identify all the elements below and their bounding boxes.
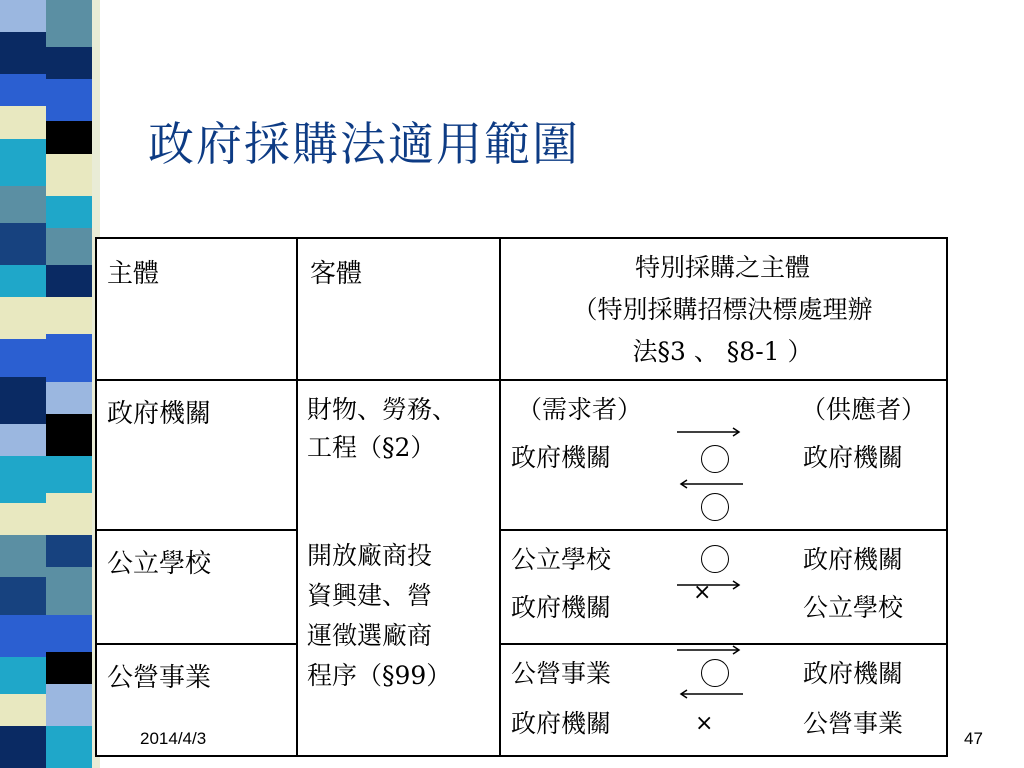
strip-block — [46, 615, 92, 652]
object-line5: 運徵選廠商 — [307, 621, 433, 650]
strip-block — [0, 535, 46, 577]
row1-left-org: 政府機關 — [511, 443, 612, 472]
row2-left-org-1: 公立學校 — [511, 545, 612, 574]
row-divider — [97, 379, 946, 381]
strip-block — [0, 726, 46, 768]
row3-left-org-2: 政府機關 — [511, 709, 612, 738]
strip-block — [46, 567, 92, 614]
object-line3: 開放廠商投 — [307, 541, 433, 570]
arrow-left-icon — [677, 689, 743, 699]
strip-block — [46, 228, 92, 265]
strip-block — [46, 297, 92, 334]
circle-mark-icon — [701, 493, 729, 521]
strip-block — [0, 456, 46, 503]
page-number: 47 — [964, 729, 983, 748]
row-divider — [499, 529, 946, 531]
scope-table — [95, 237, 948, 757]
strip-block — [46, 684, 92, 726]
arrow-right-icon — [677, 645, 743, 655]
decorative-strip — [0, 0, 92, 768]
row2-right-org-2: 公立學校 — [803, 593, 904, 622]
strip-block — [46, 493, 92, 535]
row3-right-org-1: 政府機關 — [803, 659, 904, 688]
row-divider — [97, 643, 296, 645]
row-divider — [97, 529, 296, 531]
strip-block — [0, 106, 46, 138]
subject-row1: 政府機關 — [107, 399, 212, 429]
strip-block — [0, 615, 46, 657]
subject-row2: 公立學校 — [107, 549, 212, 579]
object-line2: 工程（§2） — [307, 433, 436, 462]
strip-block — [0, 297, 46, 339]
strip-block — [46, 265, 92, 297]
demand-label: （需求者） — [517, 395, 643, 424]
object-line6: 程序（§99） — [307, 661, 452, 690]
circle-mark-icon — [701, 445, 729, 473]
strip-block — [46, 121, 92, 153]
row3-left-org-1: 公營事業 — [511, 659, 612, 688]
strip-block — [46, 79, 92, 121]
strip-block — [0, 339, 46, 376]
circle-mark-icon — [701, 545, 729, 573]
strip-block — [46, 154, 92, 196]
strip-block — [0, 0, 46, 32]
row2-left-org-2: 政府機關 — [511, 593, 612, 622]
slide-title: 政府採購法適用範圍 — [148, 117, 580, 171]
column-divider — [296, 239, 298, 757]
strip-column-right — [46, 0, 92, 768]
strip-block — [0, 223, 46, 265]
strip-block — [0, 32, 46, 74]
strip-column-left — [0, 0, 46, 768]
strip-block — [46, 652, 92, 684]
header-special-line1: 特別採購之主體 — [634, 253, 810, 282]
row1-right-org: 政府機關 — [803, 443, 904, 472]
strip-block — [46, 47, 92, 79]
strip-block — [46, 0, 92, 47]
strip-block — [46, 456, 92, 493]
supply-label: （供應者） — [801, 395, 927, 424]
object-line1: 財物、勞務、 — [307, 395, 458, 424]
arrow-right-icon — [677, 427, 743, 437]
arrow-left-icon — [677, 479, 743, 489]
strip-block — [0, 139, 46, 186]
strip-block — [0, 74, 46, 106]
strip-block — [0, 694, 46, 726]
strip-block — [46, 726, 92, 768]
subject-row3: 公營事業 — [107, 663, 212, 693]
cross-mark-icon: × — [695, 711, 714, 736]
strip-block — [46, 334, 92, 381]
header-special-line2: （特別採購招標決標處理辦 — [572, 295, 873, 324]
strip-block — [0, 186, 46, 223]
strip-block — [46, 382, 92, 414]
strip-block — [0, 577, 46, 614]
strip-block — [46, 196, 92, 228]
object-line4: 資興建、營 — [307, 581, 433, 610]
row2-right-org-1: 政府機關 — [803, 545, 904, 574]
circle-mark-icon — [701, 659, 729, 687]
cross-mark-icon: × — [693, 580, 712, 605]
strip-block — [0, 503, 46, 535]
strip-block — [46, 414, 92, 456]
strip-block — [0, 424, 46, 456]
footer-date: 2014/4/3 — [140, 729, 207, 748]
strip-block — [46, 535, 92, 567]
header-special-line3: 法§3 、 §8-1 ） — [632, 337, 813, 366]
header-subject: 主體 — [107, 259, 160, 289]
header-object: 客體 — [310, 259, 363, 289]
row3-right-org-2: 公營事業 — [803, 709, 904, 738]
strip-block — [0, 377, 46, 424]
strip-block — [0, 657, 46, 694]
strip-block — [0, 265, 46, 297]
